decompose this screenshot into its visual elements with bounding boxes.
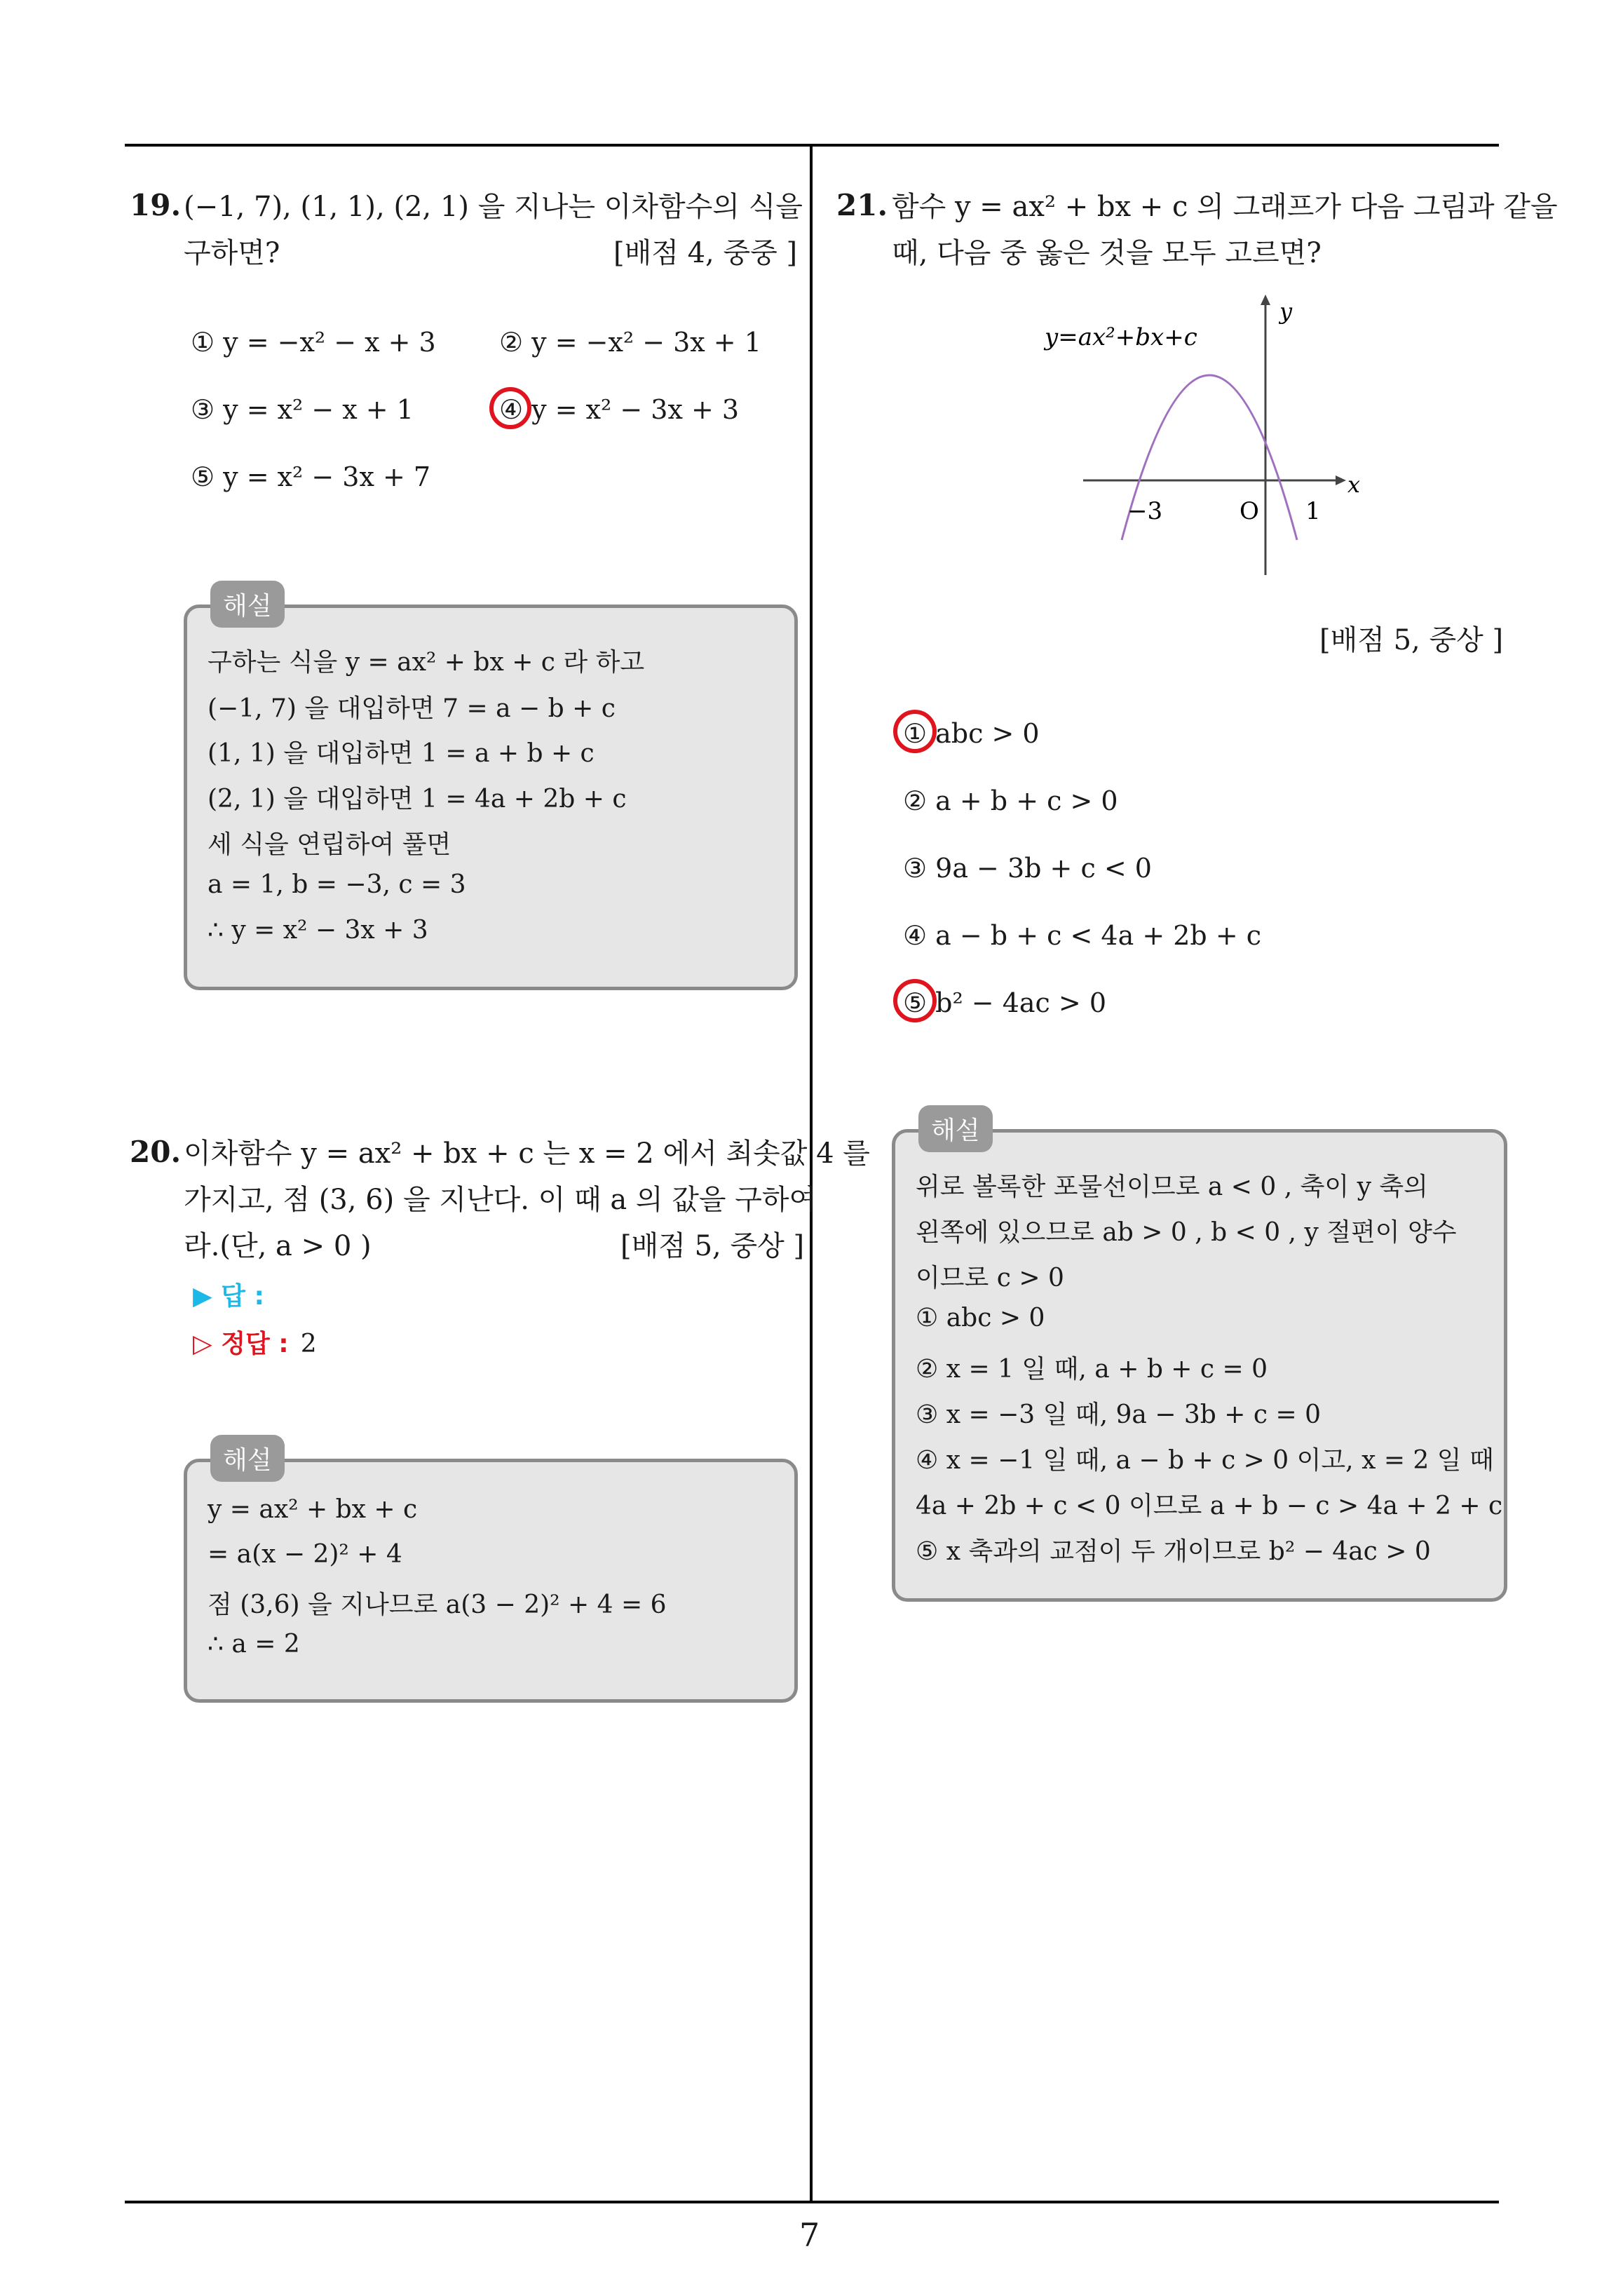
x-axis-label: x [1347, 471, 1361, 498]
question-text-line2: 구하면? [184, 237, 280, 269]
solution-line: 구하는 식을 y = ax² + bx + c 라 하고 [208, 648, 645, 677]
solution-line: ∴ a = 2 [208, 1630, 300, 1659]
solution-line: 점 (3,6) 을 지나므로 a(3 − 2)² + 4 = 6 [208, 1591, 667, 1619]
question-number: 21. [836, 188, 888, 222]
y-axis-label: y [1279, 298, 1293, 325]
correct-label: ▷ 정답 : [193, 1330, 289, 1358]
solution-line: y = ax² + bx + c [208, 1495, 418, 1524]
correct-answer-mark [893, 979, 937, 1022]
solution-line: = a(x − 2)² + 4 [208, 1540, 402, 1569]
question-text-line3: 라.(단, a > 0 ) [184, 1230, 372, 1262]
question-text-line1: (−1, 7), (1, 1), (2, 1) 을 지나는 이차함수의 식을 [184, 191, 803, 223]
solution-line: ∴ y = x² − 3x + 3 [208, 916, 428, 945]
solution-label: 해설 [918, 1105, 993, 1152]
solution-line: ⑤ x 축과의 교점이 두 개이므로 b² − 4ac > 0 [916, 1537, 1431, 1566]
solution-line: (−1, 7) 을 대입하면 7 = a − b + c [208, 694, 616, 723]
choice-2[interactable]: ② a + b + c > 0 [903, 785, 1118, 816]
solution-label: 해설 [210, 581, 285, 628]
choice-4[interactable]: ④ y = x² − 3x + 3 [499, 394, 740, 425]
solution-line: a = 1, b = −3, c = 3 [208, 870, 466, 899]
bottom-rule [125, 2201, 1499, 2203]
solution-line: 이므로 c > 0 [916, 1264, 1064, 1292]
choice-3[interactable]: ③ 9a − 3b + c < 0 [903, 853, 1152, 884]
choice-3[interactable]: ③ y = x² − x + 1 [191, 394, 414, 425]
question-text-line1: 이차함수 y = ax² + bx + c 는 x = 2 에서 최솟값 4 를 [184, 1137, 870, 1170]
question-text-line1: 함수 y = ax² + bx + c 의 그래프가 다음 그림과 같을 [892, 191, 1558, 223]
correct-answer [193, 1324, 317, 1360]
choice-4[interactable]: ④ a − b + c < 4a + 2b + c [903, 920, 1262, 951]
tick-label-1: 1 [1305, 497, 1321, 525]
question-number: 19. [130, 188, 182, 222]
solution-line: 왼쪽에 있으므로 ab > 0 , b < 0 , y 절편이 양수 [916, 1218, 1457, 1247]
parabola-graph [1038, 288, 1374, 582]
solution-line: (1, 1) 을 대입하면 1 = a + b + c [208, 739, 595, 768]
choice-2[interactable]: ② y = −x² − 3x + 1 [499, 327, 761, 358]
question-number: 20. [130, 1135, 182, 1169]
choice-5[interactable]: ⑤ b² − 4ac > 0 [903, 987, 1106, 1018]
correct-answer-mark [893, 710, 937, 753]
score-tag: [배점 4, 중중 ] [613, 237, 798, 269]
score-tag: [배점 5, 중상 ] [1319, 624, 1504, 656]
solution-line: ③ x = −3 일 때, 9a − 3b + c = 0 [916, 1400, 1321, 1429]
choice-5[interactable]: ⑤ y = x² − 3x + 7 [191, 461, 431, 492]
solution-line: 위로 볼록한 포물선이므로 a < 0 , 축이 y 축의 [916, 1173, 1428, 1201]
x-axis-arrow [1336, 475, 1346, 485]
solution-line: ② x = 1 일 때, a + b + c = 0 [916, 1355, 1268, 1384]
solution-line: 4a + 2b + c < 0 이므로 a + b − c > 4a + 2 + c [916, 1492, 1503, 1520]
y-axis-arrow [1261, 295, 1270, 305]
choice-1[interactable]: ① y = −x² − x + 3 [191, 327, 436, 358]
solution-line: ① abc > 0 [916, 1304, 1045, 1332]
question-text-line2: 때, 다음 중 옳은 것을 모두 고르면? [892, 237, 1322, 269]
solution-line: 세 식을 연립하여 풀면 [208, 830, 451, 859]
correct-answer-mark [489, 387, 531, 429]
question-text-line2: 가지고, 점 (3, 6) 을 지난다. 이 때 a 의 값을 구하여 [184, 1184, 817, 1216]
solution-line: (2, 1) 을 대입하면 1 = 4a + 2b + c [208, 785, 627, 813]
page-number: 7 [799, 2216, 820, 2254]
origin-label: O [1240, 497, 1259, 525]
solution-label: 해설 [210, 1435, 285, 1482]
correct-value: 2 [300, 1330, 317, 1358]
choice-1[interactable]: ① abc > 0 [903, 718, 1040, 749]
solution-line: ④ x = −1 일 때, a − b + c > 0 이고, x = 2 일 때 [916, 1446, 1494, 1475]
curve-label: y=ax²+bx+c [1045, 323, 1197, 351]
answer-label: ▶ 답 : [193, 1282, 264, 1311]
tick-label-neg3: −3 [1127, 497, 1163, 525]
score-tag: [배점 5, 중상 ] [620, 1230, 805, 1262]
